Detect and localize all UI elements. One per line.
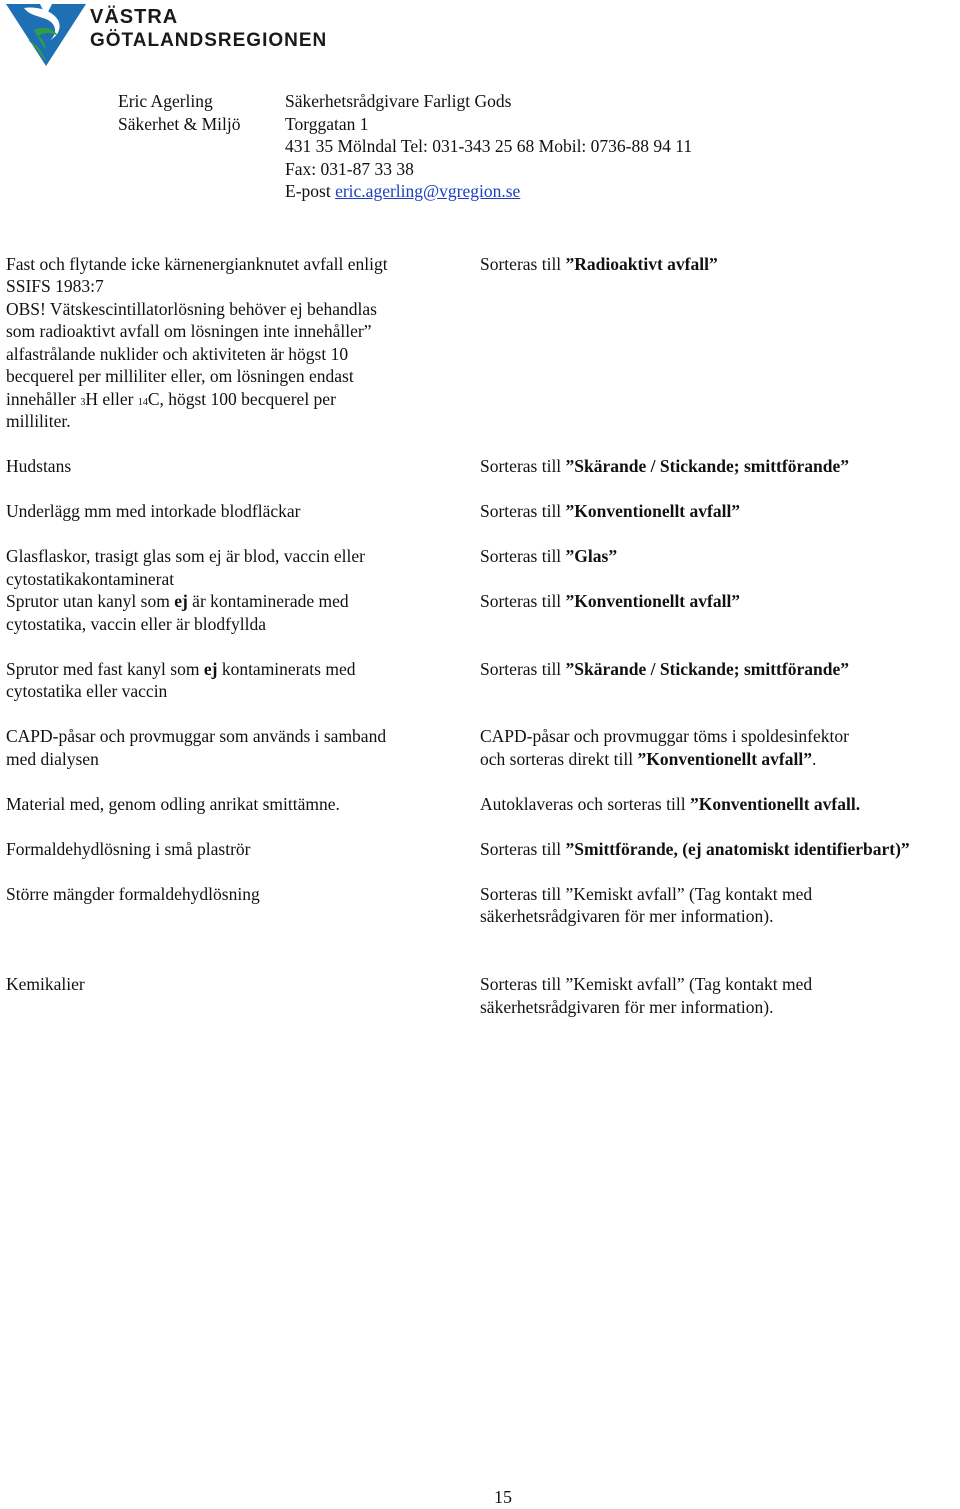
logo-line-1: VÄSTRA xyxy=(90,6,179,28)
contact-email-line xyxy=(285,180,520,203)
row4-left-line2: cytostatikakontaminerat xyxy=(6,569,175,589)
category-konventionellt: ”Konventionellt avfall” xyxy=(565,591,741,611)
category-skarande: ”Skärande / Stickande; smittförande” xyxy=(565,456,849,476)
email-prefix: E-post xyxy=(285,181,336,201)
category-konventionellt: ”Konventionellt avfall. xyxy=(689,794,861,814)
category-glas: ”Glas” xyxy=(565,546,618,566)
row5-right: Sorteras till ”Konventionellt avfall” xyxy=(480,591,741,611)
row7-right-line1: CAPD-påsar och provmuggar töms i spoldesinfektor xyxy=(480,726,849,746)
isotope-mass-3: 3 xyxy=(80,397,86,408)
isotope-mass-14: 14 xyxy=(137,397,148,408)
row6-right: Sorteras till ”Skärande / Stickande; smittförande” xyxy=(480,659,849,679)
row11-left: Kemikalier xyxy=(6,974,85,994)
category-smittforande: ”Smittförande, (ej anatomiskt identifierbart)” xyxy=(565,839,910,859)
category-konventionellt: ”Konventionellt avfall” xyxy=(637,749,812,769)
row1-left-line1: Fast och flytande icke kärnenergianknutet avfall enligt xyxy=(6,254,388,274)
row10-right-line1: Sorteras till ”Kemiskt avfall” (Tag kontakt med xyxy=(480,884,813,904)
vgr-logo xyxy=(6,0,336,70)
logo-line-2: GÖTALANDSREGIONEN xyxy=(90,30,328,51)
row3-left: Underlägg mm med intorkade blodfläckar xyxy=(6,501,301,521)
vgr-logo-icon xyxy=(6,0,86,68)
row1-obs-line4: becquerel per milliliter eller, om lösningen endast xyxy=(6,366,354,386)
row5-left-line2: cytostatika, vaccin eller är blodfyllda xyxy=(6,614,266,634)
row2-left: Hudstans xyxy=(6,456,72,476)
row11-right-line2: säkerhetsrådgivaren för mer information). xyxy=(480,997,774,1017)
row3-right: Sorteras till ”Konventionellt avfall” xyxy=(480,501,741,521)
page-number: 15 xyxy=(494,1487,512,1507)
row7-right-line2: och sorteras direkt till ”Konventionellt avfall”. xyxy=(480,749,817,769)
category-skarande: ”Skärande / Stickande; smittförande” xyxy=(565,659,849,679)
contact-department: Säkerhet & Miljö xyxy=(118,114,241,134)
row7-left-line1: CAPD-påsar och provmuggar som används i samband xyxy=(6,726,387,746)
row10-right-line2: säkerhetsrådgivaren för mer information). xyxy=(480,906,774,926)
row8-right: Autoklaveras och sorteras till ”Konventionellt avfall. xyxy=(480,794,861,814)
row2-right: Sorteras till ”Skärande / Stickande; smittförande” xyxy=(480,456,849,476)
category-radioaktivt: ”Radioaktivt avfall” xyxy=(565,254,718,274)
row4-right: Sorteras till ”Glas” xyxy=(480,546,618,566)
row9-left: Formaldehydlösning i små plaströr xyxy=(6,839,251,859)
row11-right-line1: Sorteras till ”Kemiskt avfall” (Tag kontakt med xyxy=(480,974,813,994)
row4-left-line1: Glasflaskor, trasigt glas som ej är blod, vaccin eller xyxy=(6,546,365,566)
contact-name: Eric Agerling xyxy=(118,91,213,111)
row9-right: Sorteras till ”Smittförande, (ej anatomiskt identifierbart)” xyxy=(480,839,910,859)
contact-role: Säkerhetsrådgivare Farligt Gods xyxy=(285,91,512,111)
row5-left-line1: Sprutor utan kanyl som ej är kontaminerade med xyxy=(6,591,349,611)
row7-left-line2: med dialysen xyxy=(6,749,99,769)
contact-street: Torggatan 1 xyxy=(285,114,369,134)
row1-left-line2: SSIFS 1983:7 xyxy=(6,276,104,296)
contact-fax: Fax: 031-87 33 38 xyxy=(285,159,414,179)
row1-obs-line5: innehåller 3H eller 14C, högst 100 becquerel per xyxy=(6,389,336,409)
row6-left-line1: Sprutor med fast kanyl som ej kontaminerats med xyxy=(6,659,356,679)
row6-left-line2: cytostatika eller vaccin xyxy=(6,681,168,701)
row1-obs-line6: milliliter. xyxy=(6,411,71,431)
category-konventionellt: ”Konventionellt avfall” xyxy=(565,501,741,521)
contact-city-phone: 431 35 Mölndal Tel: 031-343 25 68 Mobil: 0736-88 94 11 xyxy=(285,136,693,156)
row1-obs-line2: som radioaktivt avfall om lösningen inte innehåller” xyxy=(6,321,372,341)
row1-obs-line1: OBS! Vätskescintillatorlösning behöver ej behandlas xyxy=(6,299,377,319)
row1-right: Sorteras till ”Radioaktivt avfall” xyxy=(480,254,718,274)
row8-left: Material med, genom odling anrikat smittämne. xyxy=(6,794,340,814)
row1-obs-line3: alfastrålande nuklider och aktiviteten är högst 10 xyxy=(6,344,349,364)
row10-left: Större mängder formaldehydlösning xyxy=(6,884,260,904)
email-link[interactable]: eric.agerling@vgregion.se xyxy=(335,181,521,201)
